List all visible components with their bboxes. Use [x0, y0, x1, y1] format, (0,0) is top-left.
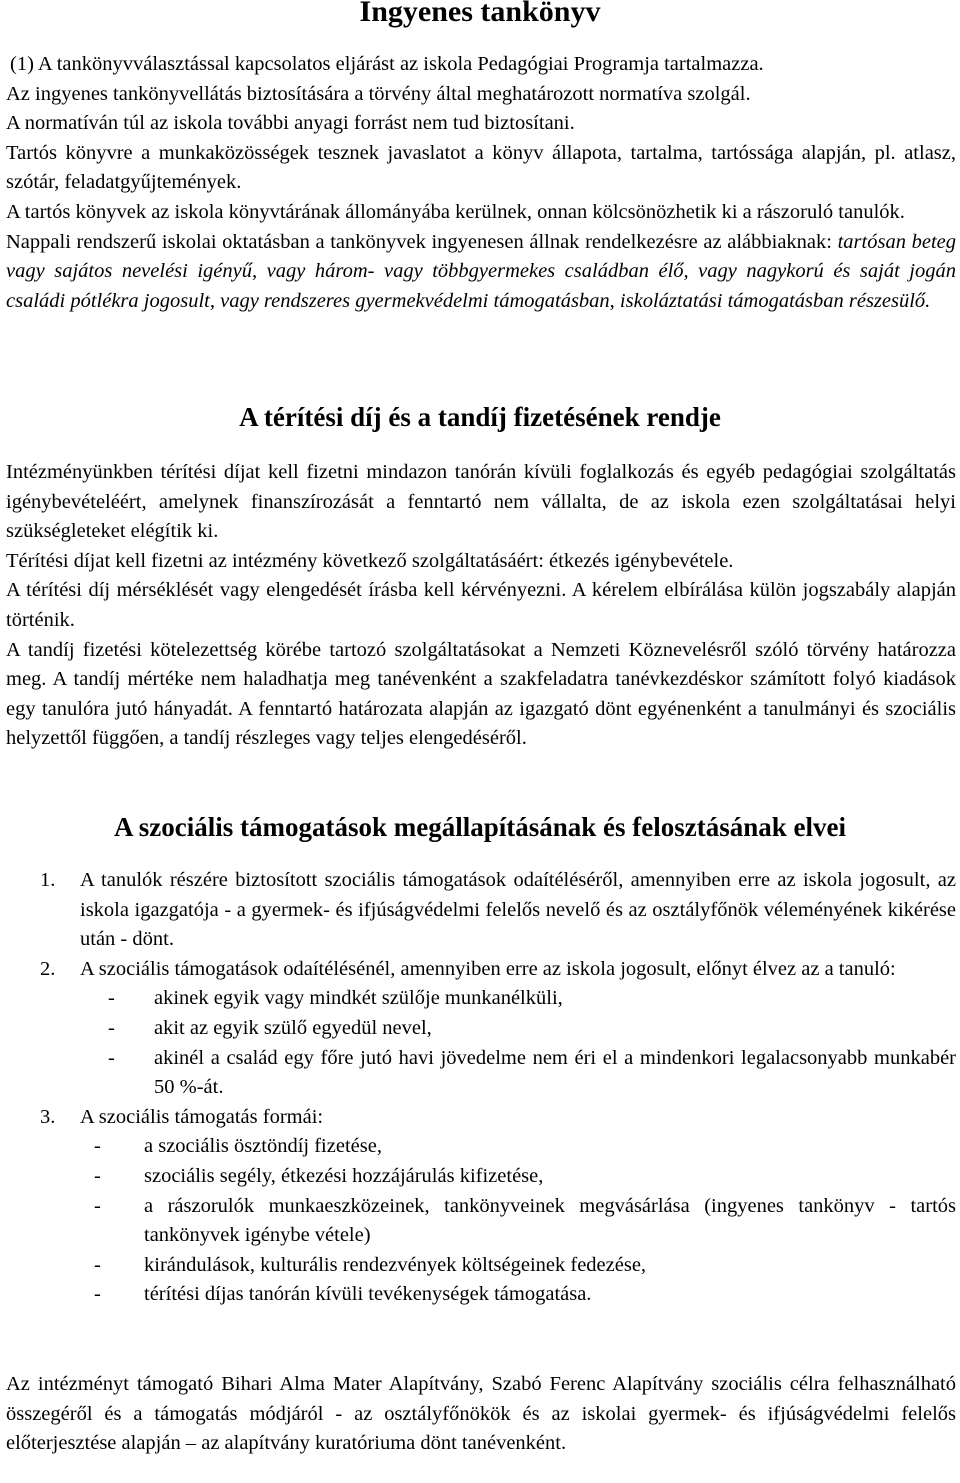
dash-marker: - [108, 1016, 115, 1039]
dash-marker: - [94, 1135, 101, 1158]
list-number: 3. [40, 1105, 56, 1128]
dash-marker: - [94, 1194, 101, 1217]
list-item-text: A szociális támogatás formái: [80, 1105, 324, 1128]
sub-item [6, 1014, 956, 1044]
paragraph-lead: Nappali rendszerű iskolai oktatásban a tankönyvek ingyenesen állnak rendelkezésre az alábbiaknak: [6, 230, 838, 253]
sub-item [6, 1044, 956, 1103]
paragraph: A normatíván túl az iskola további anyagi forrást nem tud biztosítani. [6, 112, 575, 135]
document-title: Ingyenes tankönyv [359, 0, 601, 28]
closing-paragraph: Az intézményt támogató Bihari Alma Mater Alapítvány, Szabó Ferenc Alapítvány szociális célra felhasználható összegéről és a támogatás módjáról - az osztályfőnökök és az iskolai gyermek- és ifjúságvédelmi felelős előterjesztése alapján – az alapítvány kuratóriuma dönt tanévenként. [6, 1373, 956, 1455]
support-list [6, 866, 956, 1310]
paragraph: A tandíj fizetési kötelezettség körébe tartozó szolgáltatásokat a Nemzeti Köznevelésről szóló törvény határozza meg. A tandíj mértéke nem haladhatja meg tanévenként a szakfeladatra tanévkezdéskor számított folyó kiadások egy tanulóra jutó hányadát. A fenntartó határozata alapján az igazgató dönt egyénenként a tanulmányi és szociális helyzettől függően, a tandíj részleges vagy teljes elengedéséről. [6, 638, 956, 750]
list-item [6, 866, 956, 955]
list-item-text: A szociális támogatások odaítélésénél, amennyiben erre az iskola jogosult, előnyt élvez az a tanuló: [80, 957, 896, 980]
sub-item-text: a rászorulók munkaeszközeinek, tankönyveinek megvásárlása (ingyenes tankönyv - tartós tankönyvek igénybe vétele) [144, 1194, 956, 1247]
list-item-text: A tanulók részére biztosított szociális támogatások odaítéléséről, amennyiben erre az iskola jogosult, az iskola igazgatója - a gyermek- és ifjúságvédelmi felelős nevelő és az osztályfőnök véleményének kikérése után - dönt. [80, 869, 956, 951]
sub-item [6, 1251, 956, 1281]
paragraph: Intézményünkben térítési díjat kell fizetni mindazon tanórán kívüli foglalkozás és egyéb pedagógiai szolgáltatás igénybevételéért, amelynek finanszírozását a fenntartó nem vállalta, de az iskola ezen szolgáltatásai helyi szükségleteket elégítik ki. [6, 461, 956, 543]
sub-item [6, 1132, 956, 1162]
sub-item-text: térítési díjas tanórán kívüli tevékenységek támogatása. [144, 1283, 592, 1306]
sub-item [6, 1162, 956, 1192]
dash-marker: - [94, 1283, 101, 1306]
paragraph: Térítési díjat kell fizetni az intézmény következő szolgáltatásáért: étkezés igénybevétele. [6, 549, 734, 572]
sub-item-text: akit az egyik szülő egyedül nevel, [154, 1016, 432, 1039]
paragraph [6, 228, 956, 317]
paragraph: Tartós könyvre a munkaközösségek tesznek javaslatot a könyv állapota, tartalma, tartóssága alapján, pl. atlasz, szótár, feladatgyűjtemények. [6, 141, 956, 194]
list-item [6, 1103, 956, 1133]
paragraph: A térítési díj mérséklését vagy elengedését írásba kell kérvényezni. A kérelem elbírálása külön jogszabály alapján történik. [6, 579, 956, 631]
dash-marker: - [108, 987, 115, 1010]
sub-item [6, 984, 956, 1014]
heading-szocialis: A szociális támogatások megállapításának és felosztásának elvei [114, 812, 846, 842]
dash-marker: - [108, 1046, 115, 1069]
list-number: 2. [40, 957, 56, 980]
sub-item-text: a szociális ösztöndíj fizetése, [144, 1135, 382, 1158]
section-tankonyv [6, 50, 956, 316]
list-number: 1. [40, 869, 56, 891]
paragraph: Az ingyenes tankönyvellátás biztosítására a törvény által meghatározott normatíva szolgál. [6, 82, 751, 105]
sub-item-text: akinek egyik vagy mindkét szülője munkanélküli, [154, 987, 563, 1010]
sub-item-text: szociális segély, étkezési hozzájárulás kifizetése, [144, 1164, 544, 1187]
list-item [6, 955, 956, 985]
sub-item-text: akinél a család egy főre jutó havi jövedelme nem éri el a mindenkori legalacsonyabb munkabér 50 %-át. [154, 1046, 956, 1099]
heading-teritesi-dij: A térítési díj és a tandíj fizetésének rendje [239, 402, 721, 432]
section-teritesi-dij [6, 458, 956, 754]
sub-item [6, 1192, 956, 1251]
sub-item [6, 1280, 956, 1310]
paragraph: (1) A tankönyvválasztással kapcsolatos eljárást az iskola Pedagógiai Programja tartalmazza. [10, 53, 764, 75]
eligible-groups: tartósan beteg vagy sajátos nevelési igényű, vagy három- vagy többgyermekes családban élő, vagy nagykorú és saját jogán családi pótlékra jogosult, vagy rendszeres gyermekvédelmi támogatásban, iskoláztatási támogatásban részesülő. [6, 230, 956, 312]
dash-marker: - [94, 1253, 101, 1276]
paragraph: A tartós könyvek az iskola könyvtárának állományába kerülnek, onnan kölcsönözhetik ki a rászoruló tanulók. [6, 200, 905, 223]
dash-marker: - [94, 1164, 101, 1187]
sub-item-text: kirándulások, kulturális rendezvények költségeinek fedezése, [144, 1253, 647, 1276]
